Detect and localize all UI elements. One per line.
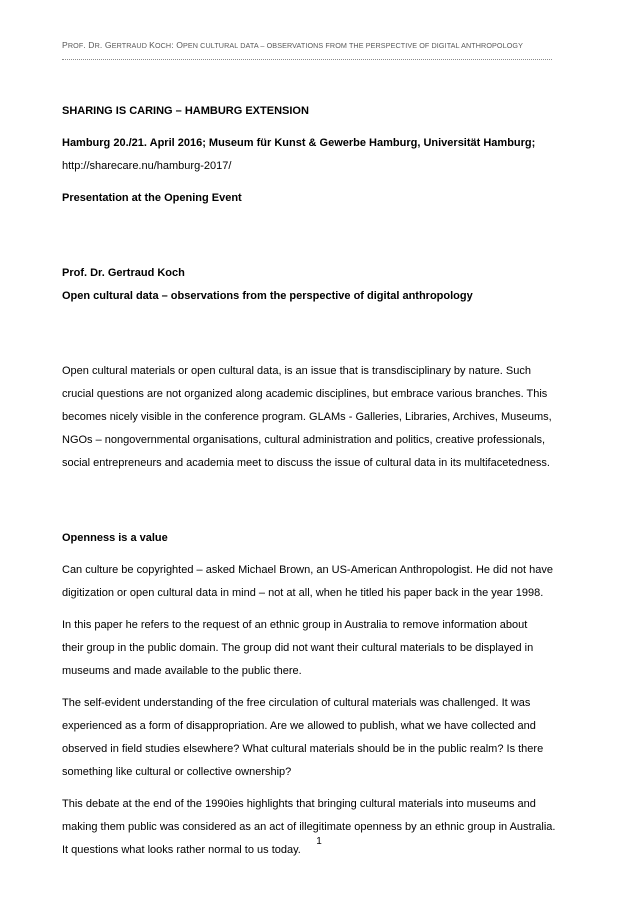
- header-segment: P: [62, 40, 68, 50]
- body-line: Can culture be copyrighted – asked Michael Brown, an US-American Anthropologist. He did not have: [62, 564, 553, 576]
- body-line: The self-evident understanding of the free circulation of cultural materials was challenged. It was: [62, 697, 531, 709]
- header-segment: . G: [99, 40, 112, 50]
- header-segment: : O: [171, 40, 183, 50]
- intro-line: NGOs – nongovernmental organisations, cultural administration and politics, creative professionals,: [62, 434, 546, 446]
- page-number: 1: [316, 836, 322, 847]
- body-paragraph-4: [62, 793, 560, 862]
- event-url[interactable]: http://sharecare.nu/hamburg-2017/: [62, 160, 232, 172]
- body-line: observed in field studies elsewhere? What cultural materials should be in the public realm? Is there: [62, 743, 544, 755]
- header-segment: ERTRAUD: [111, 41, 150, 50]
- body-paragraph-2: [62, 614, 560, 683]
- header-divider: [62, 59, 552, 60]
- intro-line: social entrepreneurs and academia meet to discuss the issue of cultural data in its multifacetedness.: [62, 457, 550, 469]
- intro-line: becomes nicely visible in the conference program. GLAMs - Galleries, Libraries, Archives, Museums,: [62, 411, 552, 423]
- intro-line: crucial questions are not organized along academic disciplines, but embrace various branches. This: [62, 388, 548, 400]
- intro-line: Open cultural materials or open cultural data, is an issue that is transdisciplinary by nature. Such: [62, 365, 531, 377]
- header-segment: R: [94, 41, 100, 50]
- header-segment: ROF: [67, 41, 84, 50]
- body-paragraph-1: [62, 559, 560, 605]
- header-segment: PEN CULTURAL DATA – OBSERVATIONS FROM THE PERSPECTIVE OF DIGITAL ANTHROPOLOGY: [183, 41, 523, 50]
- body-line: It questions what looks rather normal to us today.: [62, 844, 301, 856]
- body-line: something like cultural or collective ownership?: [62, 766, 292, 778]
- event-details: Hamburg 20./21. April 2016; Museum für Kunst & Gewerbe Hamburg, Universität Hamburg;: [62, 137, 536, 149]
- body-line: In this paper he refers to the request of an ethnic group in Australia to remove information about: [62, 619, 528, 631]
- body-line: making them public was considered as an act of illegitimate openness by an ethnic group in Australia.: [62, 821, 556, 833]
- header-segment: OCH: [154, 41, 172, 50]
- talk-title: Open cultural data – observations from the perspective of digital anthropology: [62, 290, 473, 302]
- header-segment: . D: [83, 40, 95, 50]
- section-heading: Openness is a value: [62, 532, 168, 544]
- body-line: digitization or open cultural data in mind – not at all, when he titled his paper back in the year 1998.: [62, 587, 544, 599]
- document-body: [62, 100, 560, 862]
- body-paragraph-3: [62, 692, 560, 784]
- body-line: This debate at the end of the 1990ies highlights that bringing cultural materials into museums and: [62, 798, 536, 810]
- header-segment: K: [149, 40, 155, 50]
- running-header: [62, 40, 552, 50]
- presentation-note: Presentation at the Opening Event: [62, 192, 242, 204]
- body-line: museums and made available to the public there.: [62, 665, 302, 677]
- intro-paragraph: [62, 360, 560, 475]
- body-line: their group in the public domain. The group did not want their cultural materials to be displayed in: [62, 642, 534, 654]
- author-name: Prof. Dr. Gertraud Koch: [62, 267, 185, 279]
- body-line: experienced as a form of disappropriation. Are we allowed to publish, what we have collected and: [62, 720, 536, 732]
- event-title: SHARING IS CARING – HAMBURG EXTENSION: [62, 105, 309, 117]
